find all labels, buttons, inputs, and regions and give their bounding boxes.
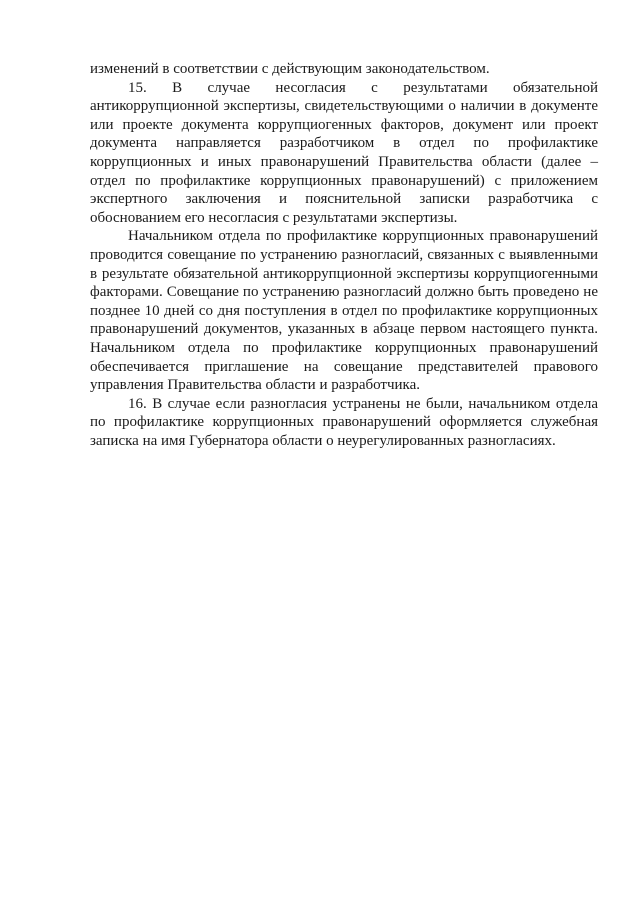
paragraph-item-15: 15. В случае несогласия с результатами обязательной антикоррупционной экспертизы, свидетельствующими о наличии в документе или проекте документа коррупциогенных факторов, документ или проект документа направляется разработчиком в отдел по профилактике коррупционных и иных правонарушений Правительства области (далее – отдел по профилактике коррупционных правонарушений) с приложением экспертного заключения и пояснительной записки разработчика с обоснованием его несогласия с результатами экспертизы.: [90, 79, 598, 226]
document-body: [90, 60, 598, 450]
paragraph-meeting: Начальником отдела по профилактике коррупционных правонарушений проводится совещание по устранению разногласий, связанных с выявленными в результате обязательной антикоррупционной экспертизы коррупциогенными факторами. Совещание по устранению разногласий должно быть проведено не позднее 10 дней со дня поступления в отдел по профилактике коррупционных правонарушений документов, указанных в абзаце первом настоящего пункта. Начальником отдела по профилактике коррупционных правонарушений обеспечивается приглашение на совещание представителей правового управления Правительства области и разработчика.: [90, 228, 598, 394]
paragraph-continuation: изменений в соответствии с действующим законодательством.: [90, 61, 490, 77]
paragraph-item-16: 16. В случае если разногласия устранены не были, начальником отдела по профилактике коррупционных правонарушений оформляется служебная записка на имя Губернатора области о неурегулированных разногласиях.: [90, 395, 598, 449]
